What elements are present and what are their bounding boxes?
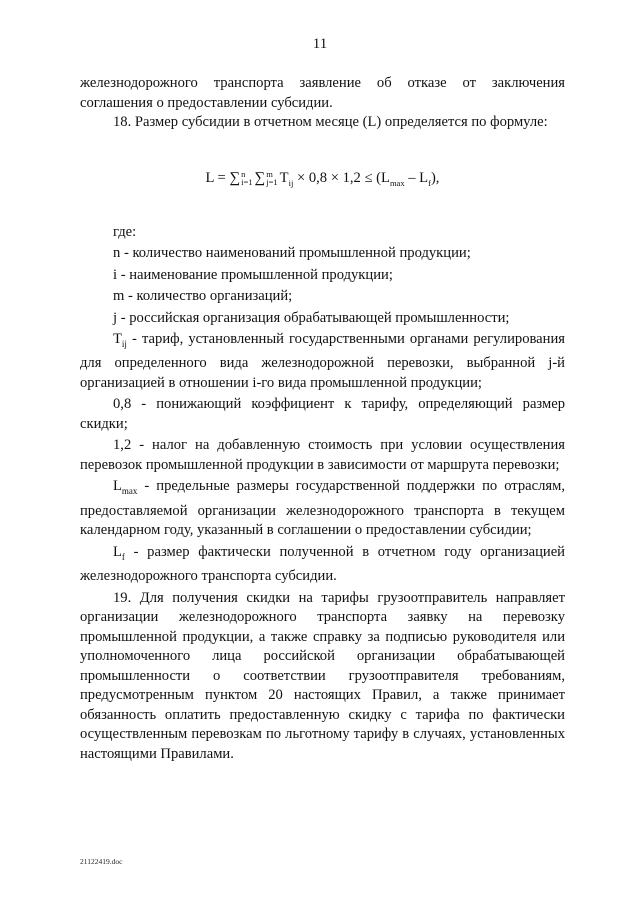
- definition-lmax: [80, 477, 565, 540]
- definition-lf: [80, 543, 565, 587]
- definition-j: j - российская организация обрабатывающей промышленности;: [113, 309, 510, 326]
- formula-end: ),: [430, 169, 440, 186]
- lmax-symbol: L: [113, 478, 122, 495]
- formula-lhs: L =: [205, 169, 230, 186]
- lf-symbol: L: [113, 543, 122, 560]
- sum-2-limits: [266, 170, 277, 186]
- formula-t-sub: ij: [288, 177, 294, 188]
- file-name-footer: 21122419.doc: [80, 857, 123, 866]
- sum-1-upper: n: [241, 168, 246, 179]
- paragraph-18: 18. Размер субсидии в отчетном месяце (L) определяется по формуле:: [113, 114, 548, 130]
- tij-text: - тариф, установленный государственными органами регулирования для определенного вида железнодорожной перевозки, выбранной j-й организацией в отношении i-го вида промышленной продукции;: [80, 331, 565, 391]
- lmax-sub: max: [121, 486, 138, 497]
- page-number: 11: [312, 36, 328, 52]
- definition-n: n - количество наименований промышленной продукции;: [113, 245, 471, 261]
- sum-symbol-2: ∑: [254, 169, 266, 186]
- paragraph-19: 19. Для получения скидки на тарифы грузоотправитель направляет организации железнодорожного транспорта заявку на перевозку промышленной продукции, а также справку за подписью руководителя или уполномоченного лица российской организации обрабатывающей промышленности о соответствии грузоотправителя требованиям, предусмотренным пунктом 20 настоящих Правил, а также принимает обязанность оплатить предоставленную скидку с тарифа по фактически осуществленным перевозкам по льготному тарифу в случаях, установленных настоящими Правилами.: [80, 589, 565, 762]
- lmax-text: - предельные размеры государственной поддержки по отраслям, предоставляемой организации железнодорожного транспорта в текущем календарном году, указанный в соглашении о предоставлении субсидии;: [80, 478, 565, 539]
- definition-tij: [80, 330, 565, 393]
- formula-minus: – L: [404, 169, 429, 186]
- definition-i: i - наименование промышленной продукции;: [113, 266, 393, 283]
- subsidy-formula: [80, 168, 565, 188]
- definitions-intro: где:: [113, 223, 137, 240]
- formula-t: T: [279, 169, 289, 186]
- tij-sub: ij: [121, 338, 127, 349]
- document-body: [80, 74, 565, 764]
- sum-1-lower: i=1: [241, 176, 253, 187]
- formula-max-sub: max: [389, 177, 405, 188]
- definition-coefficient-12: 1,2 - налог на добавленную стоимость при условии осуществления перевозок промышленной продукции в зависимости от маршрута перевозки;: [80, 437, 565, 473]
- formula-f-sub: f: [428, 177, 431, 188]
- sum-2-lower: j=1: [266, 176, 278, 187]
- sum-1-limits: [241, 170, 252, 186]
- definition-m: m - количество организаций;: [113, 288, 293, 304]
- paragraph-continuation: железнодорожного транспорта заявление об отказе от заключения соглашения о предоставлении субсидии.: [80, 75, 565, 111]
- sum-2-upper: m: [266, 168, 273, 179]
- sum-symbol-1: ∑: [229, 169, 241, 186]
- definition-coefficient-08: 0,8 - понижающий коэффициент к тарифу, определяющий размер скидки;: [80, 396, 565, 432]
- lf-text: - размер фактически полученной в отчетном году организацией железнодорожного транспорта субсидии.: [80, 543, 565, 585]
- formula-middle: × 0,8 × 1,2 ≤ (L: [293, 169, 390, 186]
- tij-symbol: T: [113, 331, 122, 347]
- lf-sub: f: [121, 551, 125, 562]
